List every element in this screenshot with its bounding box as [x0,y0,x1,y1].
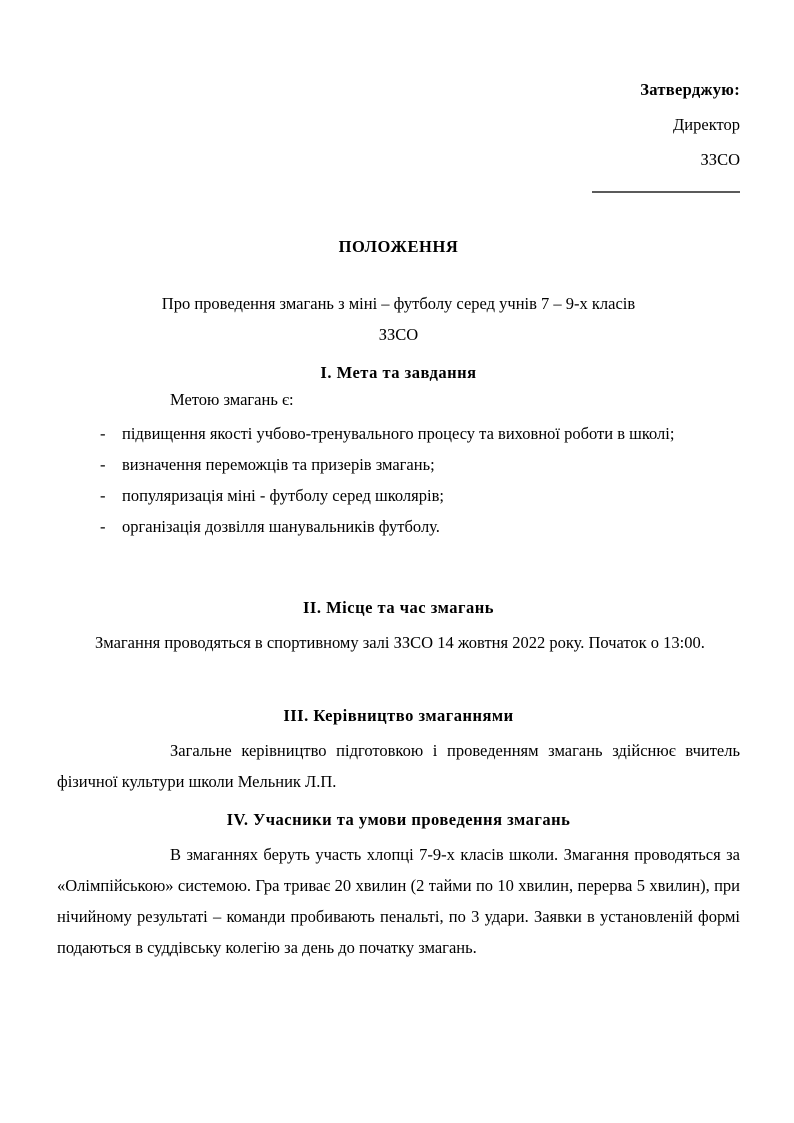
section-heading-1: I. Мета та завдання [320,363,477,382]
list-item-text: організація дозвілля шанувальників футболу. [122,517,440,536]
document-body [57,236,740,963]
section-heading-3: III. Керівництво змаганнями [283,706,514,725]
document-subtitle-line-1: Про проведення змагань з міні – футболу серед учнів 7 – 9-х класів [161,294,636,313]
approval-organization: ЗЗСО [700,150,740,169]
dash-marker-icon: - [100,517,106,536]
dash-marker-icon: - [100,455,106,474]
section-heading-2: II. Місце та час змагань [303,598,494,617]
list-item-text: популяризація міні - футболу серед школярів; [122,486,444,505]
list-item [57,418,740,449]
section-heading-4: IV. Учасники та умови проведення змагань [226,810,571,829]
objectives-list [57,418,740,542]
approval-title: Затверджую: [640,80,740,99]
document-subtitle-line-2: ЗЗСО [378,325,419,344]
dash-marker-icon: - [100,486,106,505]
approval-block [400,72,740,193]
signature-line [592,191,740,193]
section-3-body: Загальне керівництво підготовкою і проведенням змагань здійснює вчитель фізичної культури школи Мельник Л.П. [57,741,740,791]
approval-role: Директор [673,115,740,134]
list-item-text: підвищення якості учбово-тренувального процесу та виховної роботи в школі; [122,424,675,443]
section-1-lead: Метою змагань є: [170,390,294,409]
list-item-text: визначення переможців та призерів змагань; [122,455,435,474]
list-item [57,511,740,542]
section-4-body: В змаганнях беруть участь хлопці 7-9-х класів школи. Змагання проводяться за «Олімпійською» системою. Гра триває 20 хвилин (2 тайми по 10 хвилин, перерва 5 хвилин), при нічийному результаті – команди пробивають пенальті, по 3 удари. Заявки в установленій формі подаються в суддівську колегію за день до початку змагань. [57,845,740,957]
list-item [57,480,740,511]
page-title: ПОЛОЖЕННЯ [338,237,459,256]
dash-marker-icon: - [100,424,106,443]
section-2-body: Змагання проводяться в спортивному залі ЗЗСО 14 жовтня 2022 року. Початок о 13:00. [95,633,705,652]
list-item [57,449,740,480]
